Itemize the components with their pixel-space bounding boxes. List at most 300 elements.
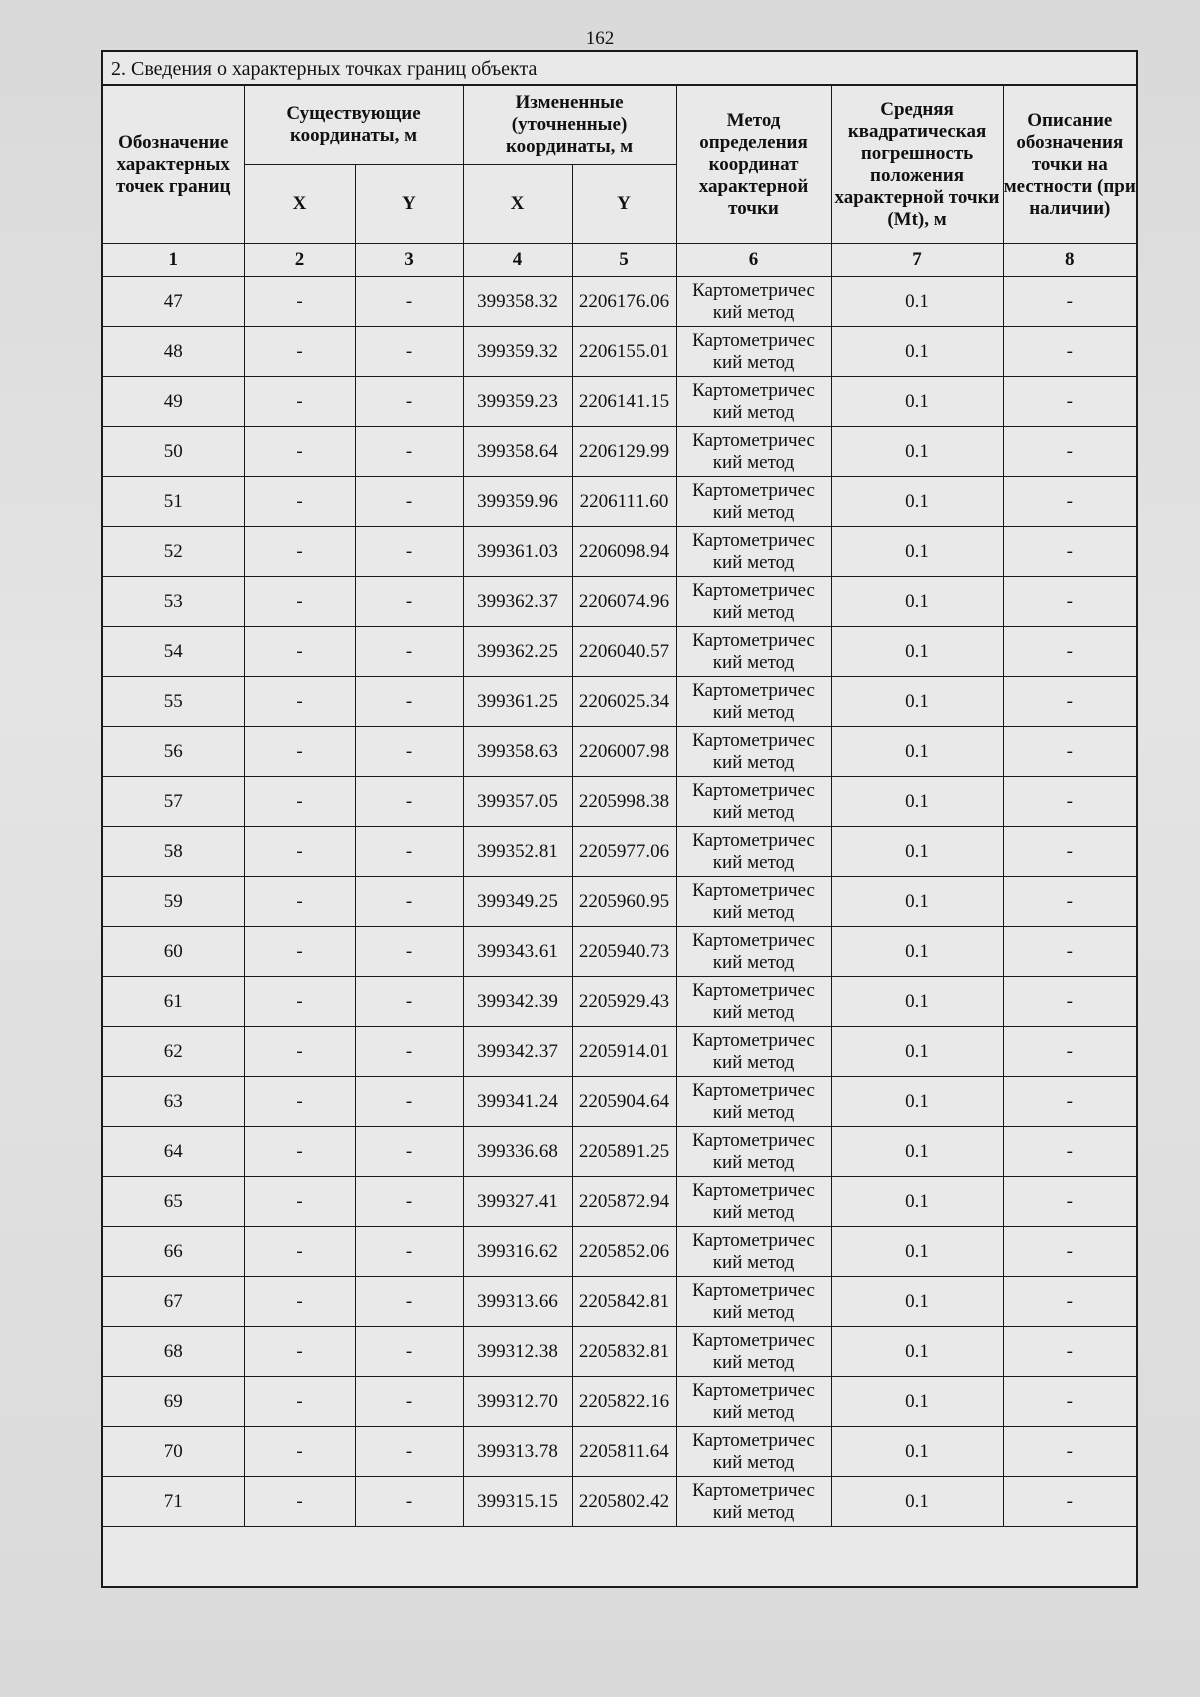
existing-x-cell: - xyxy=(244,477,355,527)
method-line-1: Картометричес xyxy=(692,379,815,401)
description-cell: - xyxy=(1003,1227,1136,1277)
column-number-row xyxy=(103,244,1136,277)
table-row xyxy=(103,677,1136,727)
changed-x-cell: 399349.25 xyxy=(463,877,572,927)
point-id-cell: 62 xyxy=(103,1027,244,1077)
description-cell: - xyxy=(1003,1177,1136,1227)
method-cell xyxy=(676,727,831,777)
existing-x-cell: - xyxy=(244,777,355,827)
description-cell: - xyxy=(1003,477,1136,527)
table-row xyxy=(103,827,1136,877)
mean-error-cell: 0.1 xyxy=(831,577,1003,627)
changed-x-cell: 399341.24 xyxy=(463,1077,572,1127)
existing-x-cell: - xyxy=(244,1377,355,1427)
existing-x-cell: - xyxy=(244,1427,355,1477)
method-line-2: кий метод xyxy=(712,1201,795,1223)
existing-y-cell: - xyxy=(355,927,463,977)
changed-y-cell: 2206129.99 xyxy=(572,427,676,477)
changed-x-cell: 399312.70 xyxy=(463,1377,572,1427)
mean-error-cell: 0.1 xyxy=(831,1077,1003,1127)
point-id-cell: 70 xyxy=(103,1427,244,1477)
method-line-1: Картометричес xyxy=(692,279,815,301)
changed-x-cell: 399359.23 xyxy=(463,377,572,427)
description-cell: - xyxy=(1003,1427,1136,1477)
table-row xyxy=(103,427,1136,477)
method-cell xyxy=(676,1177,831,1227)
section-title: 2. Сведения о характерных точках границ объекта xyxy=(103,52,1136,86)
point-id-cell: 65 xyxy=(103,1177,244,1227)
point-id-cell: 55 xyxy=(103,677,244,727)
table-row xyxy=(103,1077,1136,1127)
method-line-2: кий метод xyxy=(712,601,795,623)
changed-y-cell: 2205811.64 xyxy=(572,1427,676,1477)
table-row xyxy=(103,1227,1136,1277)
existing-x-cell: - xyxy=(244,827,355,877)
method-line-1: Картометричес xyxy=(692,679,815,701)
changed-x-cell: 399312.38 xyxy=(463,1327,572,1377)
existing-y-cell: - xyxy=(355,377,463,427)
method-line-2: кий метод xyxy=(712,501,795,523)
existing-y-cell: - xyxy=(355,1077,463,1127)
method-line-1: Картометричес xyxy=(692,429,815,451)
changed-y-cell: 2205929.43 xyxy=(572,977,676,1027)
method-line-2: кий метод xyxy=(712,1251,795,1273)
changed-y-cell: 2205904.64 xyxy=(572,1077,676,1127)
method-line-1: Картометричес xyxy=(692,329,815,351)
existing-x-cell: - xyxy=(244,1277,355,1327)
table-row xyxy=(103,627,1136,677)
column-number: 5 xyxy=(572,244,676,277)
existing-y-cell: - xyxy=(355,1227,463,1277)
mean-error-cell: 0.1 xyxy=(831,877,1003,927)
column-number: 7 xyxy=(831,244,1003,277)
header-mean-error: Средняя квадратическая погрешность положения характерной точки (Mt), м xyxy=(831,86,1003,244)
method-cell xyxy=(676,877,831,927)
method-cell xyxy=(676,277,831,327)
changed-y-cell: 2205822.16 xyxy=(572,1377,676,1427)
point-id-cell: 52 xyxy=(103,527,244,577)
changed-x-cell: 399352.81 xyxy=(463,827,572,877)
method-line-2: кий метод xyxy=(712,1051,795,1073)
changed-y-cell: 2205802.42 xyxy=(572,1477,676,1527)
description-cell: - xyxy=(1003,1327,1136,1377)
mean-error-cell: 0.1 xyxy=(831,1127,1003,1177)
mean-error-cell: 0.1 xyxy=(831,677,1003,727)
method-cell xyxy=(676,1377,831,1427)
existing-x-cell: - xyxy=(244,277,355,327)
empty-cell xyxy=(103,1527,1136,1566)
method-cell xyxy=(676,1027,831,1077)
changed-y-cell: 2206040.57 xyxy=(572,627,676,677)
existing-x-cell: - xyxy=(244,1077,355,1127)
method-line-2: кий метод xyxy=(712,1451,795,1473)
header-point-designation: Обозначение характерных точек границ xyxy=(103,86,244,244)
table-row xyxy=(103,777,1136,827)
existing-x-cell: - xyxy=(244,377,355,427)
table-row xyxy=(103,1427,1136,1477)
changed-x-cell: 399315.15 xyxy=(463,1477,572,1527)
method-cell xyxy=(676,1077,831,1127)
changed-y-cell: 2205940.73 xyxy=(572,927,676,977)
method-line-1: Картометричес xyxy=(692,1429,815,1451)
point-id-cell: 47 xyxy=(103,277,244,327)
mean-error-cell: 0.1 xyxy=(831,827,1003,877)
method-line-2: кий метод xyxy=(712,851,795,873)
existing-x-cell: - xyxy=(244,1327,355,1377)
method-cell xyxy=(676,677,831,727)
mean-error-cell: 0.1 xyxy=(831,927,1003,977)
existing-x-cell: - xyxy=(244,977,355,1027)
changed-x-cell: 399362.25 xyxy=(463,627,572,677)
method-line-2: кий метод xyxy=(712,1151,795,1173)
changed-x-cell: 399316.62 xyxy=(463,1227,572,1277)
point-id-cell: 60 xyxy=(103,927,244,977)
description-cell: - xyxy=(1003,1077,1136,1127)
header-description: Описание обозначения точки на местности (при наличии) xyxy=(1003,86,1136,244)
method-cell xyxy=(676,427,831,477)
existing-y-cell: - xyxy=(355,1427,463,1477)
description-cell: - xyxy=(1003,277,1136,327)
mean-error-cell: 0.1 xyxy=(831,1277,1003,1327)
method-line-2: кий метод xyxy=(712,801,795,823)
changed-x-cell: 399342.37 xyxy=(463,1027,572,1077)
existing-x-cell: - xyxy=(244,727,355,777)
point-id-cell: 61 xyxy=(103,977,244,1027)
method-line-2: кий метод xyxy=(712,1001,795,1023)
column-number: 1 xyxy=(103,244,244,277)
existing-y-cell: - xyxy=(355,477,463,527)
mean-error-cell: 0.1 xyxy=(831,1177,1003,1227)
table-row xyxy=(103,727,1136,777)
existing-y-cell: - xyxy=(355,827,463,877)
description-cell: - xyxy=(1003,527,1136,577)
changed-y-cell: 2206098.94 xyxy=(572,527,676,577)
changed-x-cell: 399359.32 xyxy=(463,327,572,377)
changed-x-cell: 399358.63 xyxy=(463,727,572,777)
point-id-cell: 68 xyxy=(103,1327,244,1377)
method-line-1: Картометричес xyxy=(692,729,815,751)
point-id-cell: 58 xyxy=(103,827,244,877)
existing-x-cell: - xyxy=(244,627,355,677)
method-line-2: кий метод xyxy=(712,551,795,573)
method-line-1: Картометричес xyxy=(692,579,815,601)
point-id-cell: 56 xyxy=(103,727,244,777)
method-cell xyxy=(676,627,831,677)
method-line-2: кий метод xyxy=(712,401,795,423)
method-cell xyxy=(676,977,831,1027)
existing-y-cell: - xyxy=(355,1277,463,1327)
existing-y-cell: - xyxy=(355,727,463,777)
method-line-2: кий метод xyxy=(712,1401,795,1423)
method-cell xyxy=(676,927,831,977)
existing-y-cell: - xyxy=(355,677,463,727)
point-id-cell: 67 xyxy=(103,1277,244,1327)
method-line-1: Картометричес xyxy=(692,879,815,901)
mean-error-cell: 0.1 xyxy=(831,477,1003,527)
changed-y-cell: 2205960.95 xyxy=(572,877,676,927)
method-line-1: Картометричес xyxy=(692,829,815,851)
method-cell xyxy=(676,1477,831,1527)
point-id-cell: 50 xyxy=(103,427,244,477)
table-row xyxy=(103,277,1136,327)
page-number: 162 xyxy=(585,28,615,49)
mean-error-cell: 0.1 xyxy=(831,1327,1003,1377)
table-row xyxy=(103,327,1136,377)
changed-x-cell: 399361.03 xyxy=(463,527,572,577)
point-id-cell: 63 xyxy=(103,1077,244,1127)
table-row xyxy=(103,1277,1136,1327)
method-cell xyxy=(676,1427,831,1477)
method-line-2: кий метод xyxy=(712,1501,795,1523)
existing-x-cell: - xyxy=(244,677,355,727)
method-line-2: кий метод xyxy=(712,901,795,923)
header-row-main xyxy=(103,86,1136,165)
changed-y-cell: 2205842.81 xyxy=(572,1277,676,1327)
method-line-1: Картометричес xyxy=(692,1279,815,1301)
changed-y-cell: 2206141.15 xyxy=(572,377,676,427)
description-cell: - xyxy=(1003,427,1136,477)
header-changed-coords: Измененные (уточненные) координаты, м xyxy=(463,86,676,165)
description-cell: - xyxy=(1003,827,1136,877)
existing-y-cell: - xyxy=(355,427,463,477)
point-id-cell: 57 xyxy=(103,777,244,827)
point-id-cell: 53 xyxy=(103,577,244,627)
method-line-1: Картометричес xyxy=(692,479,815,501)
method-line-1: Картометричес xyxy=(692,979,815,1001)
description-cell: - xyxy=(1003,1127,1136,1177)
method-line-1: Картометричес xyxy=(692,1079,815,1101)
mean-error-cell: 0.1 xyxy=(831,727,1003,777)
table-row xyxy=(103,1477,1136,1527)
point-id-cell: 71 xyxy=(103,1477,244,1527)
method-cell xyxy=(676,777,831,827)
mean-error-cell: 0.1 xyxy=(831,777,1003,827)
points-table-body xyxy=(103,277,1136,1566)
description-cell: - xyxy=(1003,1377,1136,1427)
table-row xyxy=(103,1327,1136,1377)
header-changed-y: Y xyxy=(572,165,676,244)
changed-y-cell: 2206111.60 xyxy=(572,477,676,527)
changed-x-cell: 399342.39 xyxy=(463,977,572,1027)
boundary-points-table xyxy=(103,86,1136,1565)
description-cell: - xyxy=(1003,977,1136,1027)
existing-x-cell: - xyxy=(244,1177,355,1227)
method-line-2: кий метод xyxy=(712,451,795,473)
table-row xyxy=(103,1027,1136,1077)
existing-x-cell: - xyxy=(244,1227,355,1277)
column-number: 8 xyxy=(1003,244,1136,277)
existing-x-cell: - xyxy=(244,877,355,927)
point-id-cell: 66 xyxy=(103,1227,244,1277)
existing-x-cell: - xyxy=(244,1027,355,1077)
method-cell xyxy=(676,577,831,627)
mean-error-cell: 0.1 xyxy=(831,627,1003,677)
header-existing-x: X xyxy=(244,165,355,244)
mean-error-cell: 0.1 xyxy=(831,327,1003,377)
column-number: 4 xyxy=(463,244,572,277)
method-line-2: кий метод xyxy=(712,651,795,673)
existing-x-cell: - xyxy=(244,577,355,627)
mean-error-cell: 0.1 xyxy=(831,427,1003,477)
header-existing-coords: Существующие координаты, м xyxy=(244,86,463,165)
description-cell: - xyxy=(1003,377,1136,427)
changed-y-cell: 2206074.96 xyxy=(572,577,676,627)
table-row xyxy=(103,1177,1136,1227)
table-row xyxy=(103,527,1136,577)
description-cell: - xyxy=(1003,577,1136,627)
method-line-1: Картометричес xyxy=(692,1029,815,1051)
table-row xyxy=(103,377,1136,427)
method-line-2: кий метод xyxy=(712,301,795,323)
existing-x-cell: - xyxy=(244,1127,355,1177)
existing-y-cell: - xyxy=(355,1127,463,1177)
method-cell xyxy=(676,1327,831,1377)
existing-y-cell: - xyxy=(355,877,463,927)
description-cell: - xyxy=(1003,877,1136,927)
existing-y-cell: - xyxy=(355,1327,463,1377)
changed-x-cell: 399313.78 xyxy=(463,1427,572,1477)
empty-row xyxy=(103,1527,1136,1566)
method-cell xyxy=(676,477,831,527)
changed-x-cell: 399327.41 xyxy=(463,1177,572,1227)
existing-y-cell: - xyxy=(355,527,463,577)
table-row xyxy=(103,1127,1136,1177)
existing-y-cell: - xyxy=(355,577,463,627)
point-id-cell: 64 xyxy=(103,1127,244,1177)
method-line-2: кий метод xyxy=(712,1101,795,1123)
method-line-1: Картометричес xyxy=(692,929,815,951)
table-row xyxy=(103,877,1136,927)
changed-y-cell: 2205998.38 xyxy=(572,777,676,827)
changed-x-cell: 399343.61 xyxy=(463,927,572,977)
method-cell xyxy=(676,327,831,377)
changed-x-cell: 399313.66 xyxy=(463,1277,572,1327)
mean-error-cell: 0.1 xyxy=(831,1377,1003,1427)
description-cell: - xyxy=(1003,1277,1136,1327)
changed-x-cell: 399357.05 xyxy=(463,777,572,827)
points-table-frame xyxy=(101,50,1138,1588)
existing-y-cell: - xyxy=(355,1177,463,1227)
method-line-1: Картометричес xyxy=(692,779,815,801)
existing-y-cell: - xyxy=(355,1377,463,1427)
description-cell: - xyxy=(1003,327,1136,377)
existing-y-cell: - xyxy=(355,1027,463,1077)
existing-x-cell: - xyxy=(244,427,355,477)
description-cell: - xyxy=(1003,627,1136,677)
method-line-1: Картометричес xyxy=(692,1479,815,1501)
point-id-cell: 69 xyxy=(103,1377,244,1427)
method-cell xyxy=(676,1277,831,1327)
existing-y-cell: - xyxy=(355,1477,463,1527)
table-row xyxy=(103,1377,1136,1427)
changed-x-cell: 399361.25 xyxy=(463,677,572,727)
method-cell xyxy=(676,527,831,577)
method-line-2: кий метод xyxy=(712,951,795,973)
description-cell: - xyxy=(1003,927,1136,977)
header-existing-y: Y xyxy=(355,165,463,244)
column-number: 6 xyxy=(676,244,831,277)
method-line-1: Картометричес xyxy=(692,1179,815,1201)
mean-error-cell: 0.1 xyxy=(831,277,1003,327)
changed-y-cell: 2205977.06 xyxy=(572,827,676,877)
changed-y-cell: 2206007.98 xyxy=(572,727,676,777)
changed-y-cell: 2206155.01 xyxy=(572,327,676,377)
column-number: 2 xyxy=(244,244,355,277)
table-row xyxy=(103,927,1136,977)
existing-y-cell: - xyxy=(355,277,463,327)
description-cell: - xyxy=(1003,727,1136,777)
existing-y-cell: - xyxy=(355,627,463,677)
mean-error-cell: 0.1 xyxy=(831,377,1003,427)
existing-x-cell: - xyxy=(244,327,355,377)
mean-error-cell: 0.1 xyxy=(831,1427,1003,1477)
changed-y-cell: 2205852.06 xyxy=(572,1227,676,1277)
existing-y-cell: - xyxy=(355,977,463,1027)
description-cell: - xyxy=(1003,677,1136,727)
table-row xyxy=(103,577,1136,627)
method-cell xyxy=(676,1127,831,1177)
method-line-2: кий метод xyxy=(712,351,795,373)
mean-error-cell: 0.1 xyxy=(831,527,1003,577)
column-number: 3 xyxy=(355,244,463,277)
changed-y-cell: 2206025.34 xyxy=(572,677,676,727)
header-method: Метод определения координат характерной точки xyxy=(676,86,831,244)
point-id-cell: 54 xyxy=(103,627,244,677)
mean-error-cell: 0.1 xyxy=(831,1227,1003,1277)
method-line-1: Картометричес xyxy=(692,629,815,651)
changed-x-cell: 399359.96 xyxy=(463,477,572,527)
method-line-1: Картометричес xyxy=(692,529,815,551)
method-line-1: Картометричес xyxy=(692,1329,815,1351)
method-line-1: Картометричес xyxy=(692,1379,815,1401)
changed-x-cell: 399358.64 xyxy=(463,427,572,477)
point-id-cell: 59 xyxy=(103,877,244,927)
existing-x-cell: - xyxy=(244,927,355,977)
existing-y-cell: - xyxy=(355,327,463,377)
method-cell xyxy=(676,827,831,877)
changed-y-cell: 2205914.01 xyxy=(572,1027,676,1077)
table-row xyxy=(103,977,1136,1027)
method-line-2: кий метод xyxy=(712,701,795,723)
method-line-2: кий метод xyxy=(712,751,795,773)
point-id-cell: 48 xyxy=(103,327,244,377)
method-line-2: кий метод xyxy=(712,1301,795,1323)
mean-error-cell: 0.1 xyxy=(831,1027,1003,1077)
method-cell xyxy=(676,1227,831,1277)
existing-x-cell: - xyxy=(244,527,355,577)
changed-y-cell: 2205891.25 xyxy=(572,1127,676,1177)
changed-y-cell: 2206176.06 xyxy=(572,277,676,327)
changed-x-cell: 399358.32 xyxy=(463,277,572,327)
changed-y-cell: 2205872.94 xyxy=(572,1177,676,1227)
table-row xyxy=(103,477,1136,527)
changed-y-cell: 2205832.81 xyxy=(572,1327,676,1377)
mean-error-cell: 0.1 xyxy=(831,977,1003,1027)
header-changed-x: X xyxy=(463,165,572,244)
method-line-1: Картометричес xyxy=(692,1229,815,1251)
changed-x-cell: 399336.68 xyxy=(463,1127,572,1177)
changed-x-cell: 399362.37 xyxy=(463,577,572,627)
existing-x-cell: - xyxy=(244,1477,355,1527)
method-line-2: кий метод xyxy=(712,1351,795,1373)
description-cell: - xyxy=(1003,1477,1136,1527)
method-line-1: Картометричес xyxy=(692,1129,815,1151)
method-cell xyxy=(676,377,831,427)
description-cell: - xyxy=(1003,777,1136,827)
mean-error-cell: 0.1 xyxy=(831,1477,1003,1527)
description-cell: - xyxy=(1003,1027,1136,1077)
existing-y-cell: - xyxy=(355,777,463,827)
